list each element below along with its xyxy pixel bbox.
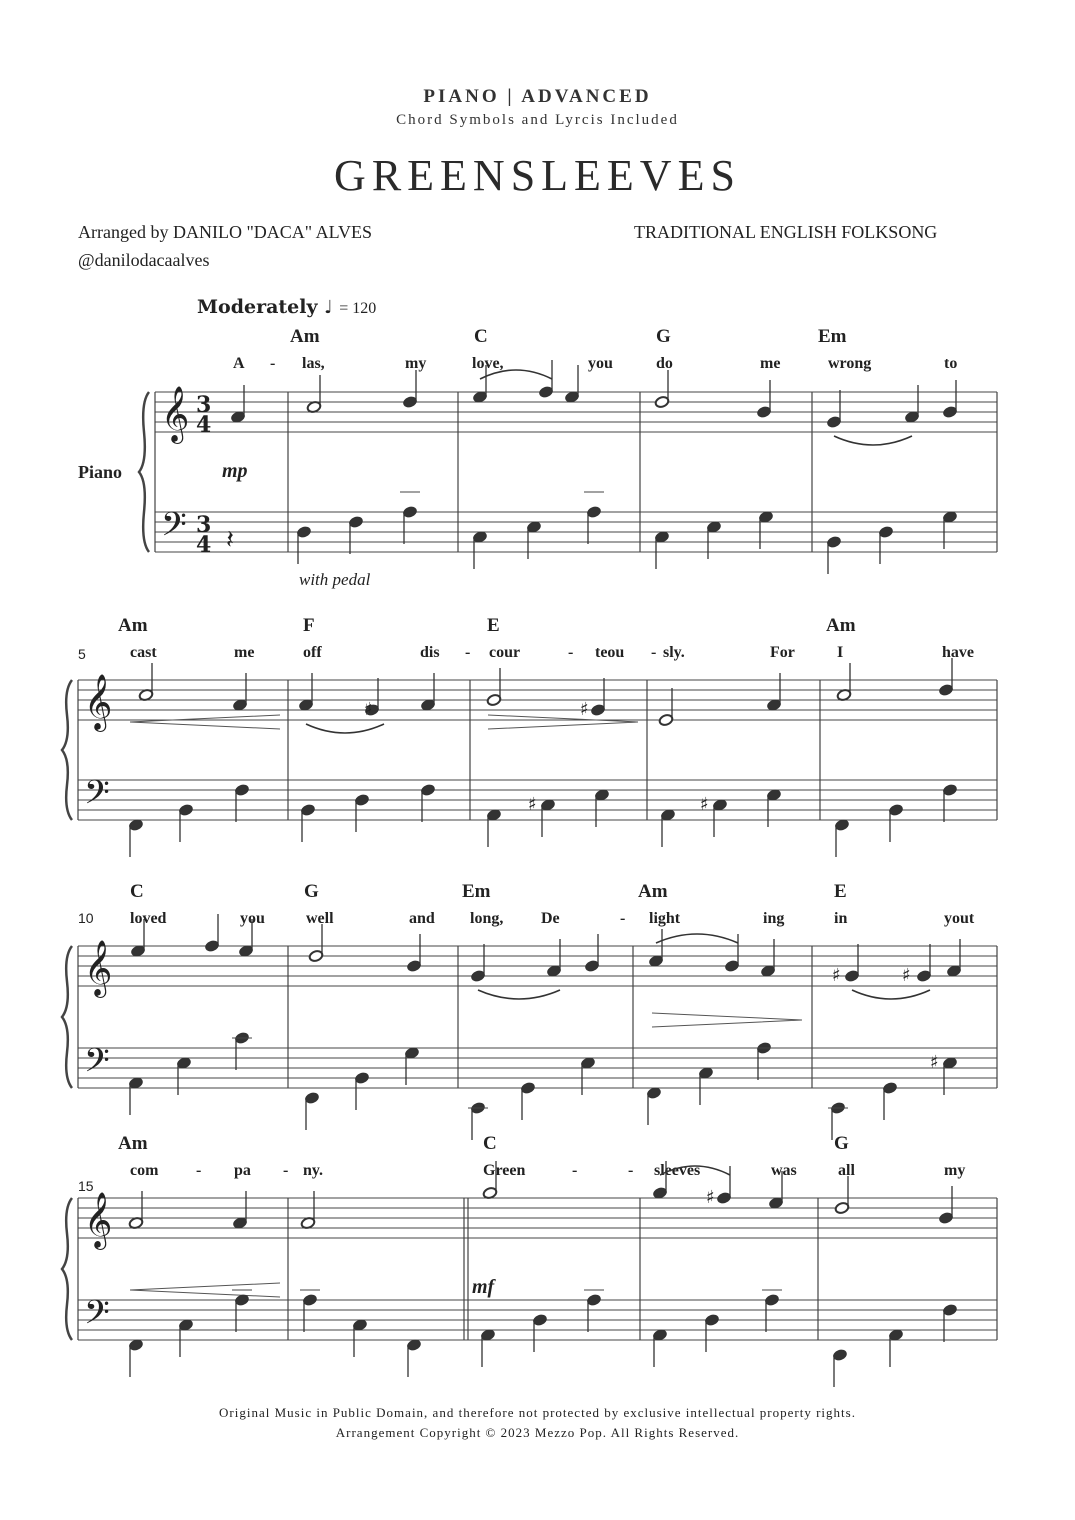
lyric-syllable: have (942, 644, 974, 661)
lyric-syllable: me (234, 644, 255, 661)
chord-symbol: G (656, 326, 671, 347)
lyric-syllable: - (572, 1162, 578, 1179)
lyric-syllable: De (541, 910, 560, 927)
tempo-bpm: = 120 (339, 300, 377, 317)
lyric-syllable: love, (472, 355, 504, 372)
lyric-syllable: ny. (303, 1162, 324, 1179)
lyric-syllable: my (405, 355, 427, 372)
pedal-marking: with pedal (299, 570, 371, 589)
lyric-syllable: - (628, 1162, 634, 1179)
chord-symbol: F (303, 615, 315, 636)
lyric-syllable: teou (595, 644, 625, 661)
chord-symbol: Am (638, 881, 668, 902)
sharp-icon: ♯ (364, 699, 373, 720)
sharp-icon: ♯ (832, 965, 841, 986)
treble-clef-icon: 𝄞 (84, 1192, 113, 1248)
decrescendo-hairpin (488, 715, 638, 729)
lyric-syllable: pa (234, 1162, 251, 1179)
chord-symbol: E (487, 615, 500, 636)
brace (139, 392, 149, 552)
bass-clef-icon: 𝄢 (84, 774, 110, 820)
song-title: GREENSLEEVES (334, 151, 741, 200)
chord-symbol: Am (826, 615, 856, 636)
bar-number-10: 10 (78, 910, 94, 926)
slur (306, 724, 384, 733)
sharp-icon: ♯ (700, 794, 709, 815)
slur (480, 370, 552, 379)
time-signature-bottom: 4 (196, 412, 212, 438)
bass-clef-icon: 𝄢 (161, 506, 187, 552)
slur (834, 436, 912, 445)
lyric-syllable: dis (420, 644, 440, 661)
sharp-icon: ♯ (902, 965, 911, 986)
lyric-syllable: - (196, 1162, 202, 1179)
chord-symbol: Am (290, 326, 320, 347)
chord-symbol: Em (462, 881, 491, 902)
treble-clef-icon: 𝄞 (84, 674, 113, 730)
bar-number-5: 5 (78, 646, 86, 662)
instrument-label: Piano (78, 462, 123, 482)
crescendo-hairpin (130, 1283, 280, 1297)
lyric-syllable: - (568, 644, 574, 661)
dynamic-mp: mp (222, 460, 248, 482)
chord-symbol: Am (118, 615, 148, 636)
footer-rights: Original Music in Public Domain, and therefore not protected by exclusive intellectual property rights. (219, 1405, 856, 1420)
brace (62, 1198, 72, 1340)
lyric-syllable: to (944, 355, 958, 372)
time-signature-top: 3 (196, 392, 212, 418)
lyric-syllable: - (283, 1162, 289, 1179)
sharp-icon: ♯ (580, 699, 589, 720)
chord-symbol: C (130, 881, 144, 902)
sharp-icon: ♯ (930, 1052, 939, 1073)
lyric-syllable: my (944, 1162, 966, 1179)
lyric-syllable: A (233, 355, 245, 372)
lyric-syllable: sleeves (654, 1162, 701, 1179)
lyric-syllable: cast (130, 644, 157, 661)
lyric-syllable: Green (483, 1162, 526, 1179)
lyric-syllable: all (838, 1162, 855, 1179)
bass-clef-icon: 𝄢 (84, 1042, 110, 1088)
bar-number-15: 15 (78, 1178, 94, 1194)
brace (62, 680, 72, 820)
slur (852, 990, 930, 999)
lyric-syllable: in (834, 910, 848, 927)
lyric-syllable: was (771, 1162, 797, 1179)
chord-symbol: Em (818, 326, 847, 347)
chord-symbol: Am (118, 1133, 148, 1154)
chord-symbol: C (474, 326, 488, 347)
lyric-syllable: wrong (828, 355, 872, 372)
lyric-syllable: well (306, 910, 334, 927)
slur (660, 1166, 730, 1175)
arranger-handle: @danilodacaalves (78, 250, 210, 270)
decrescendo-hairpin (652, 1013, 802, 1027)
quarter-rest-icon: 𝄽 (226, 525, 234, 555)
lyric-syllable: - (270, 355, 276, 372)
lyric-syllable: - (620, 910, 626, 927)
slur (656, 934, 738, 943)
lyric-syllable: I (837, 644, 844, 661)
lyric-syllable: cour (489, 644, 521, 661)
lyric-syllable: com (130, 1162, 159, 1179)
composer-credit: TRADITIONAL ENGLISH FOLKSONG (634, 222, 938, 242)
lyric-syllable: - (651, 644, 657, 661)
lyric-syllable: ing (763, 910, 785, 927)
lyric-syllable: do (656, 355, 673, 372)
lyric-syllable: you (588, 355, 613, 372)
slur (478, 990, 560, 999)
lyric-syllable: For (770, 644, 795, 661)
crescendo-hairpin (130, 715, 280, 729)
lyric-syllable: light (649, 910, 681, 927)
arranger-credit: Arranged by DANILO "DACA" ALVES (78, 222, 373, 242)
lyric-syllable: me (760, 355, 781, 372)
tempo-text: Moderately (197, 296, 318, 318)
lyric-syllable: las, (302, 355, 325, 372)
bass-clef-icon: 𝄢 (84, 1294, 110, 1340)
quarter-note-icon: ♩ (324, 297, 333, 318)
treble-clef-icon: 𝄞 (161, 386, 190, 442)
treble-clef-icon: 𝄞 (84, 940, 113, 996)
lyric-syllable: loved (130, 910, 167, 927)
includes-subtitle: Chord Symbols and Lyrcis Included (396, 112, 679, 128)
lyric-syllable: and (409, 910, 435, 927)
dynamic-mf: mf (472, 1276, 495, 1298)
lyric-syllable: yout (944, 910, 975, 927)
level-subtitle: PIANO | ADVANCED (423, 86, 652, 107)
lyric-syllable: - (465, 644, 471, 661)
lyric-syllable: long, (470, 910, 504, 927)
footer-copyright: Arrangement Copyright © 2023 Mezzo Pop. All Rights Reserved. (335, 1425, 740, 1440)
chord-symbol: E (834, 881, 847, 902)
brace (62, 946, 72, 1088)
time-signature-bottom: 4 (196, 532, 212, 558)
chord-symbol: C (483, 1133, 497, 1154)
sharp-icon: ♯ (706, 1187, 715, 1208)
time-signature-top: 3 (196, 512, 212, 538)
sharp-icon: ♯ (528, 794, 537, 815)
lyric-syllable: off (303, 644, 322, 661)
lyric-syllable: sly. (663, 644, 685, 661)
chord-symbol: G (304, 881, 319, 902)
chord-symbol: G (834, 1133, 849, 1154)
lyric-syllable: you (240, 910, 265, 927)
